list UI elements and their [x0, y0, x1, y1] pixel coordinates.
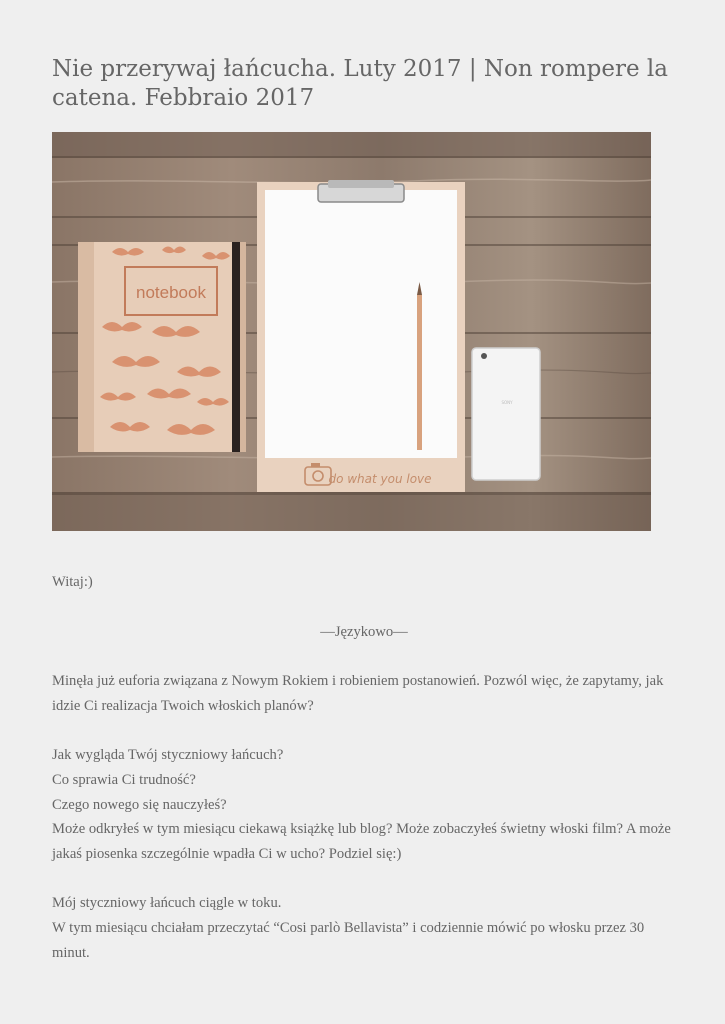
phone-body [472, 348, 540, 480]
post-title: Nie przerywaj łańcucha. Luty 2017 | Non rompere la catena. Febbraio 2017 [52, 56, 668, 111]
notebook-cover [78, 242, 246, 452]
clipboard-caption: do what you love [328, 472, 432, 486]
question-line: Co sprawia Ci trudność? [52, 771, 196, 788]
phone-brand: SONY [501, 400, 513, 405]
paper-sheet [265, 190, 457, 458]
smartphone [472, 348, 540, 480]
status-line: W tym miesiącu chciałam przeczytać “Cosi parlò Bellavista” i codziennie mówić po włosku przez 30 minut. [52, 919, 645, 961]
questions-paragraph [52, 743, 676, 866]
notebook-label: notebook [136, 283, 206, 302]
section-heading: —Językowo— [320, 623, 408, 640]
question-line: Może odkryłeś w tym miesiącu ciekawą książkę lub blog? Może zobaczyłeś świetny włoski film? A może jakaś piosenka szczególnie wpadła Ci w ucho? Podziel się:) [52, 821, 671, 862]
intro-paragraph: Minęła już euforia związana z Nowym Rokiem i robieniem postanowień. Pozwól więc, że zapytamy, jak idzie Ci realizacja Twoich włoskich planów? [52, 673, 664, 714]
clipboard [257, 180, 465, 492]
status-paragraph [52, 891, 676, 965]
pencil [417, 295, 422, 450]
post-content [52, 570, 676, 965]
question-line: Czego nowego się nauczyłeś? [52, 796, 227, 813]
notebook [78, 242, 246, 452]
phone-camera [481, 353, 487, 359]
post-featured-image [52, 132, 651, 531]
greeting: Witaj:) [52, 574, 93, 590]
status-line: Mój styczniowy łańcuch ciągle w toku. [52, 895, 282, 912]
question-line: Jak wygląda Twój styczniowy łańcuch? [52, 747, 284, 764]
